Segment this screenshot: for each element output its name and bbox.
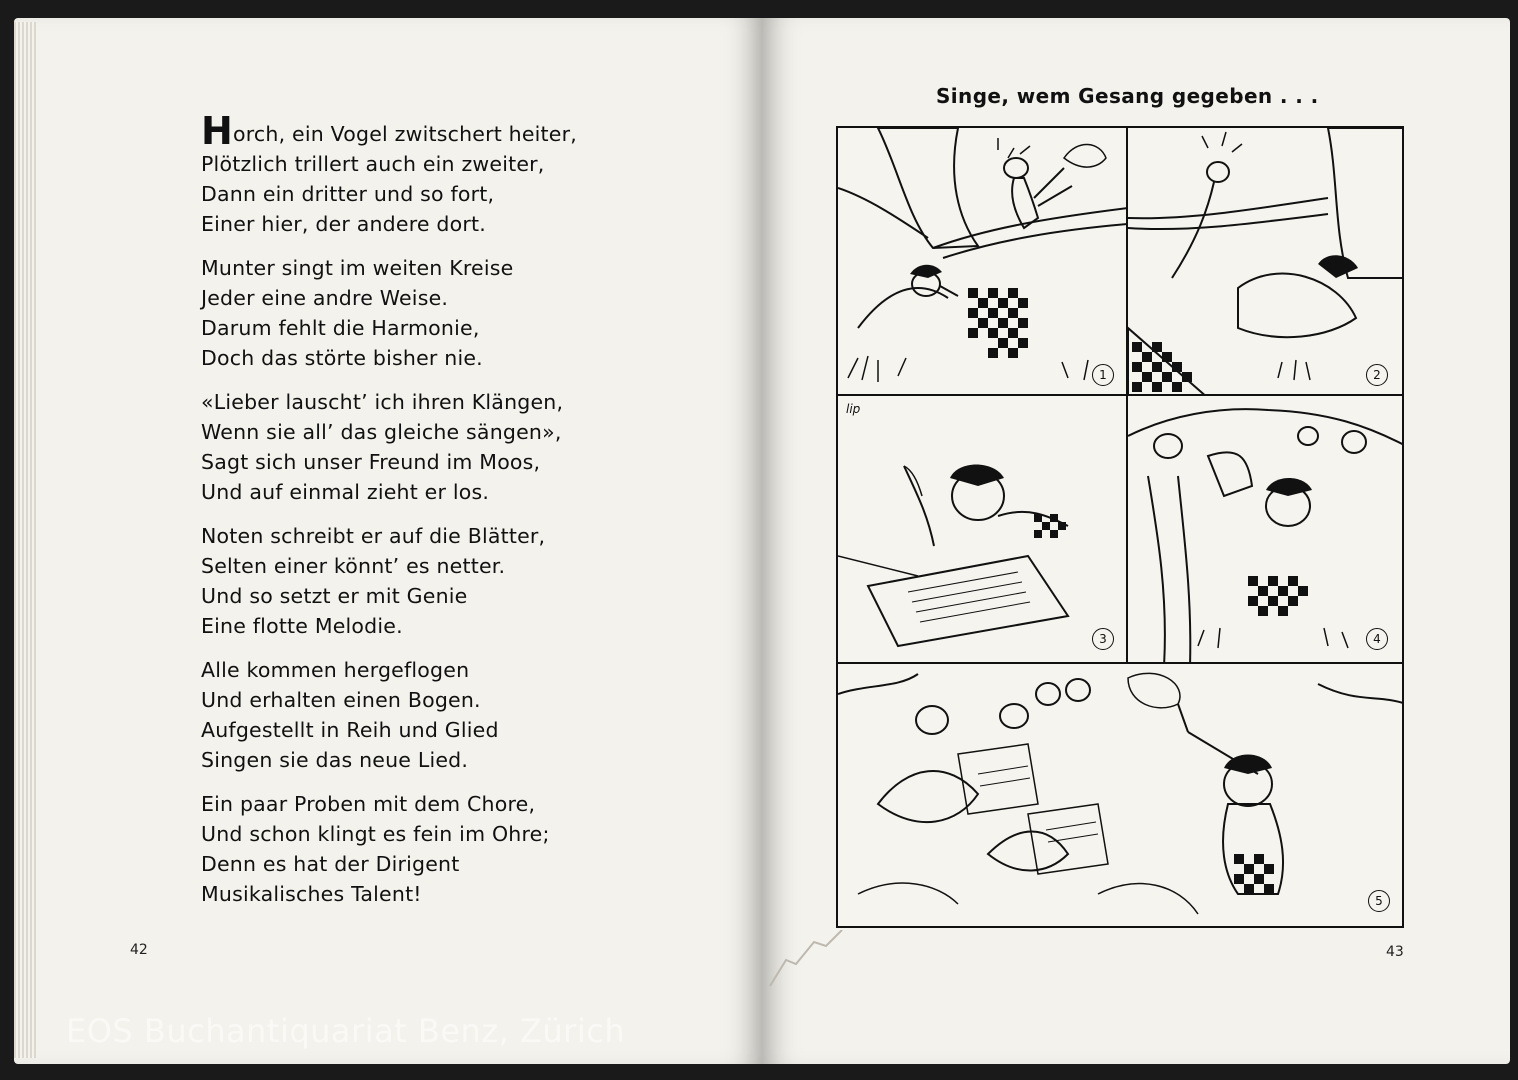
panel-number-4: 4 [1366,628,1388,650]
poem-line: Und erhalten einen Bogen. [201,688,481,712]
panel-number-3: 3 [1092,628,1114,650]
comic-title: Singe, wem Gesang gegeben . . . [936,84,1319,108]
stanza-1 [201,109,631,239]
watermark: EOS Buchantiquariat Benz, Zürich [66,1012,626,1050]
panel-5-drawing [838,664,1404,928]
page-number-left: 42 [130,942,148,958]
poem-line: Singen sie das neue Lied. [201,748,469,772]
poem-line: Munter singt im weiten Kreise [201,256,514,280]
poem-line: Doch das störte bisher nie. [201,346,483,370]
comic-panel-2 [1126,126,1404,396]
poem-line: Ein paar Proben mit dem Chore, [201,792,536,816]
stanza-6 [201,789,631,909]
poem-line [201,109,631,153]
poem-line: Plötzlich trillert auch ein zweiter, [201,152,545,176]
poem-line: Denn es hat der Dirigent [201,852,460,876]
poem-line: Und schon klingt es fein im Ohre; [201,822,550,846]
poem-line: Musikalisches Talent! [201,882,422,906]
comic-panel-1 [836,126,1128,396]
poem-line: Alle kommen hergeflogen [201,658,470,682]
poem-line: Darum fehlt die Harmonie, [201,316,480,340]
comic-strip [836,126,1404,928]
panel-number-5: 5 [1368,890,1390,912]
poem-line: Wenn sie all’ das gleiche sängen», [201,420,562,444]
stanza-2 [201,253,631,373]
panel-number-1: 1 [1092,364,1114,386]
panel-4-drawing [1128,396,1404,664]
comic-panel-4 [1126,394,1404,664]
page-edges [14,22,36,1058]
panel-number-2: 2 [1366,364,1388,386]
stanza-4 [201,521,631,641]
artist-signature: lip [846,402,861,416]
poem-line: Aufgestellt in Reih und Glied [201,718,499,742]
poem-line: Einer hier, der andere dort. [201,212,486,236]
poem-line: «Lieber lauscht’ ich ihren Klängen, [201,390,564,414]
panel-3-drawing [838,396,1128,664]
poem-line: Und so setzt er mit Genie [201,584,468,608]
panel-2-drawing [1128,128,1404,396]
poem-line: Selten einer könnt’ es netter. [201,554,506,578]
comic-panel-3 [836,394,1128,664]
comic-panel-5 [836,662,1404,928]
stanza-3 [201,387,631,507]
poem-line: Sagt sich unser Freund im Moos, [201,450,541,474]
torn-page-edge [766,930,846,1064]
poem-line: Eine flotte Melodie. [201,614,403,638]
poem-line-rest: orch, ein Vogel zwitschert heiter, [233,122,577,146]
poem-line: Noten schreibt er auf die Blätter, [201,524,546,548]
stanza-5 [201,655,631,775]
poem-line: Jeder eine andre Weise. [201,286,449,310]
poem-line: Dann ein dritter und so fort, [201,182,495,206]
panel-1-drawing [838,128,1128,396]
drop-cap: H [201,109,234,153]
poem [201,109,631,923]
poem-line: Und auf einmal zieht er los. [201,480,490,504]
page-number-right: 43 [1386,944,1404,960]
